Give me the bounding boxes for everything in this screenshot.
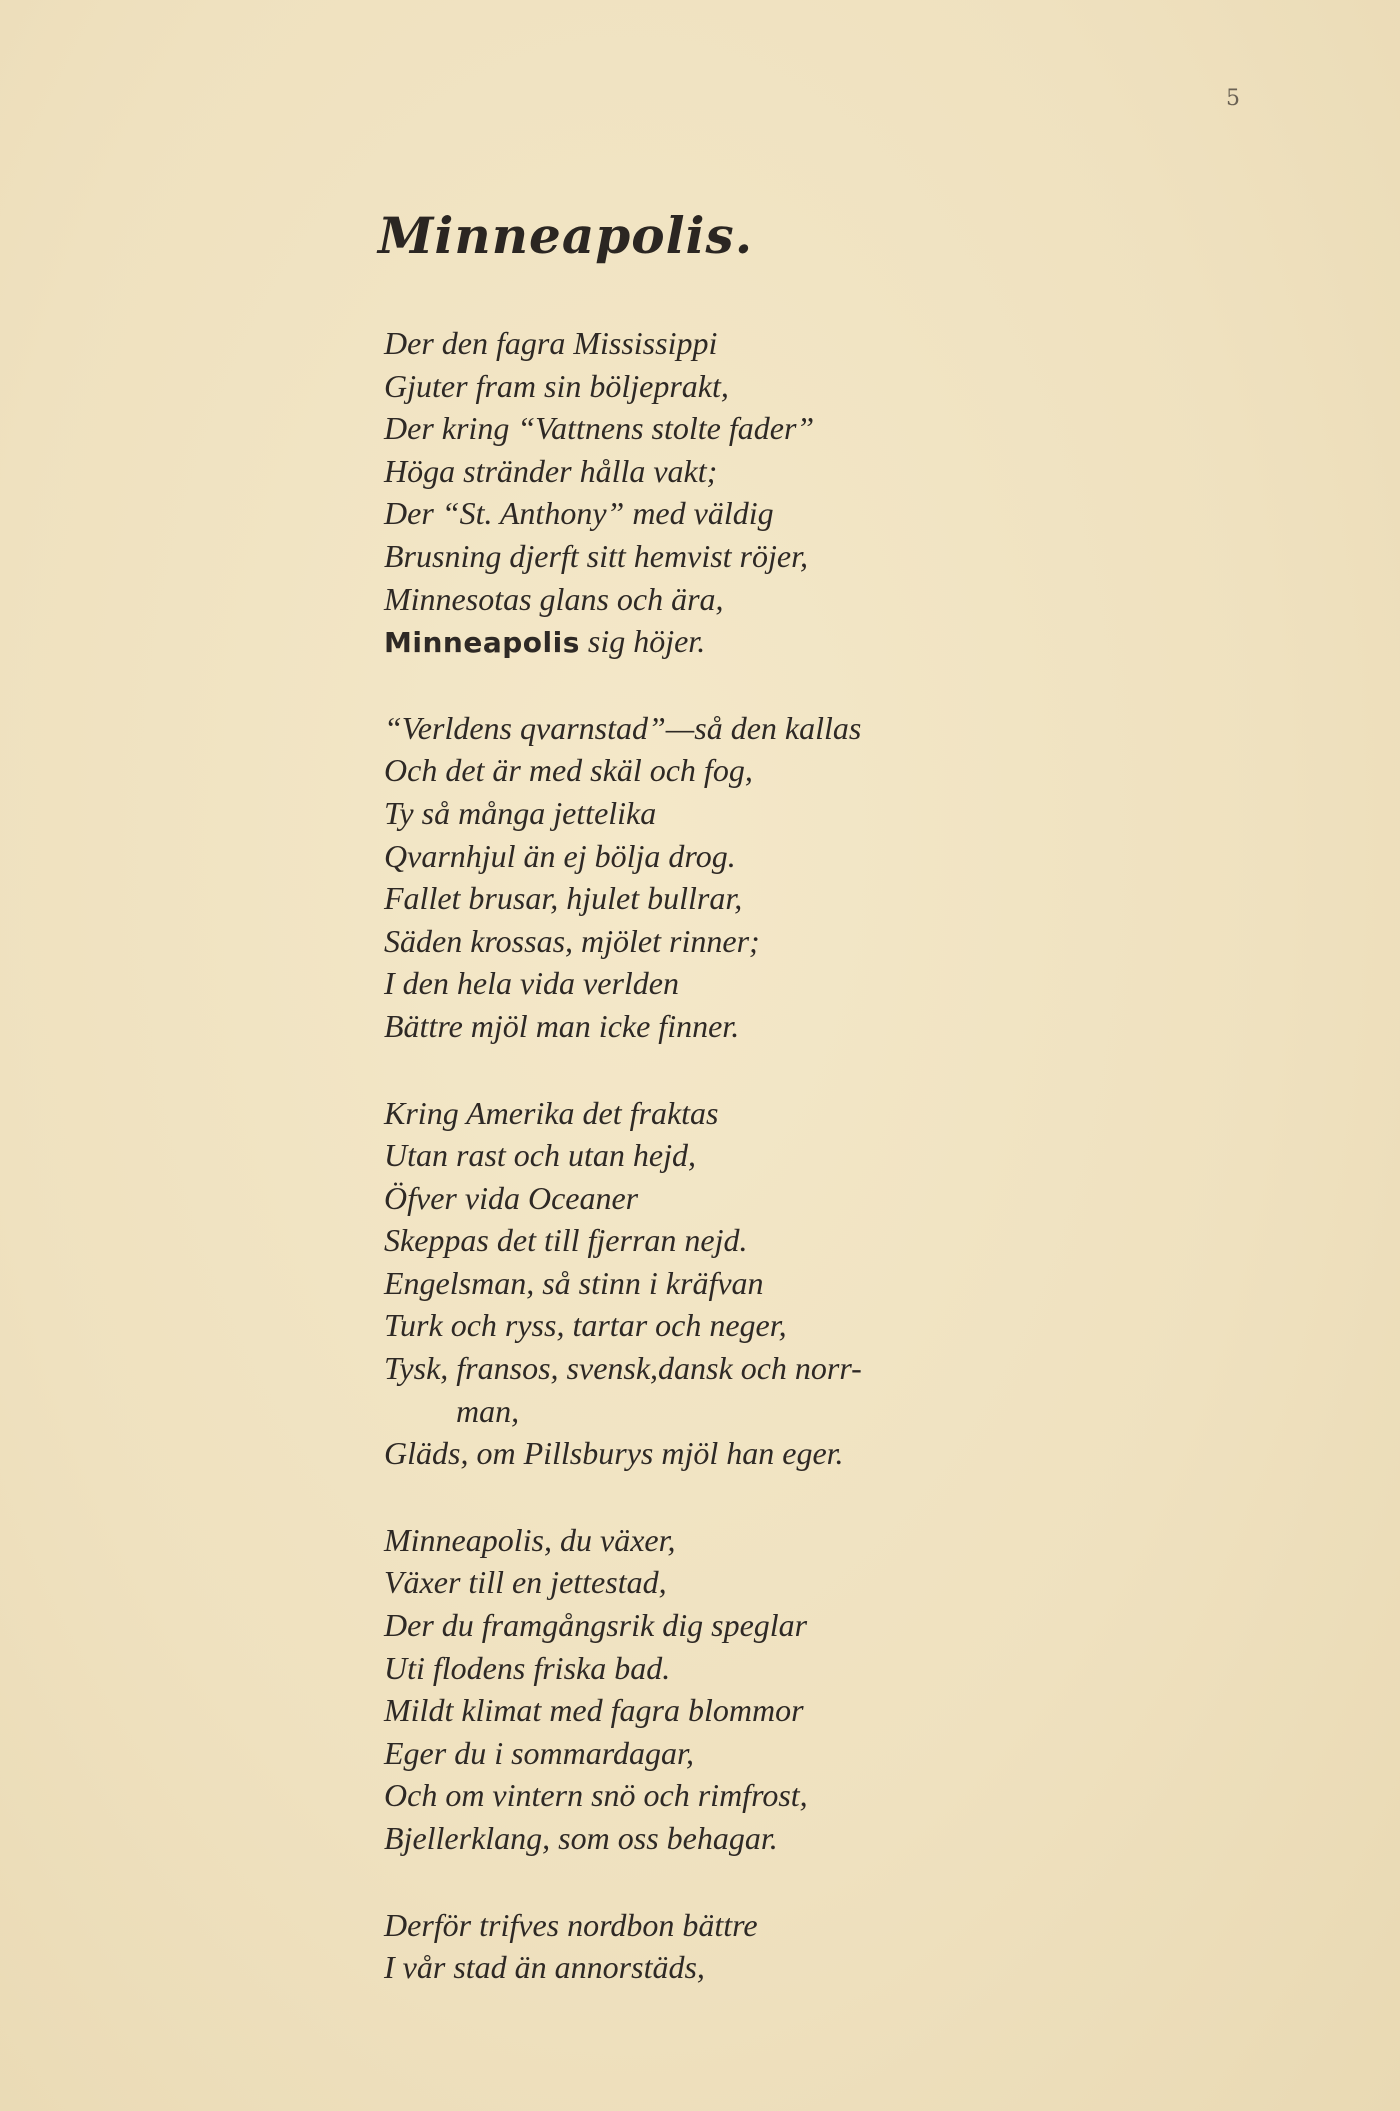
poem-line: Gläds, om Pillsburys mjöl han eger.	[384, 1435, 844, 1472]
poem-line: “Verldens qvarnstad”—så den kallas	[384, 709, 862, 746]
poem-line: Turk och ryss, tartar och neger,	[384, 1307, 787, 1344]
poem-line: Tysk, fransos, svensk,dansk och norr-	[384, 1350, 862, 1387]
poem-line: Växer till en jettestad,	[384, 1564, 667, 1601]
poem-line: Der du framgångsrik dig speglar	[384, 1607, 808, 1644]
poem-line: Skeppas det till fjerran nejd.	[384, 1222, 748, 1259]
city-name-bold: Minneapolis	[384, 626, 580, 660]
stanza-1	[384, 322, 1084, 663]
poem-line: Qvarnhjul än ej bölja drog.	[384, 837, 736, 874]
poem-line: Derför trifves nordbon bättre	[384, 1906, 758, 1943]
poem-line: Mildt klimat med fagra blommor	[384, 1692, 804, 1729]
page-number: 5	[1226, 86, 1240, 111]
poem-line: Der “St. Anthony” med väldig	[384, 495, 774, 532]
poem-line: Der den fagra Mississippi	[384, 325, 718, 361]
poem-line: Minneapolis, du växer,	[384, 1521, 676, 1558]
poem-line: Minnesotas glans och ära,	[384, 580, 724, 617]
poem-title: Minneapolis.	[378, 206, 754, 265]
poem-line: Höga stränder hålla vakt;	[384, 452, 718, 489]
poem-body	[384, 322, 1084, 2033]
stanza-5	[384, 1904, 1084, 1989]
poem-line: I vår stad än annorstäds,	[384, 1949, 705, 1986]
poem-line: Fallet brusar, hjulet bullrar,	[384, 880, 743, 917]
poem-line: Öfver vida Oceaner	[384, 1179, 639, 1216]
poem-line: I den hela vida verlden	[384, 965, 679, 1002]
poem-line: Bjellerklang, som oss behagar.	[384, 1820, 778, 1856]
poem-line: Uti flodens friska bad.	[384, 1649, 671, 1686]
poem-line: Ty så många jettelika	[384, 794, 657, 831]
stanza-3	[384, 1092, 1084, 1475]
poem-line: Brusning djerft sitt hemvist röjer,	[384, 537, 808, 574]
stanza-2	[384, 707, 1084, 1048]
poem-line: Säden krossas, mjölet rinner;	[384, 922, 760, 959]
poem-line: Der kring “Vattnens stolte fader”	[384, 410, 815, 447]
line-rest: sig höjer.	[579, 623, 706, 660]
poem-line: Engelsman, så stinn i kräfvan	[384, 1264, 764, 1301]
poem-line: Och om vintern snö och rimfrost,	[384, 1777, 808, 1814]
poem-line: Utan rast och utan hejd,	[384, 1137, 696, 1174]
poem-line-continuation: man,	[456, 1392, 520, 1429]
poem-line: Gjuter fram sin böljeprakt,	[384, 367, 729, 404]
stanza-4	[384, 1519, 1084, 1860]
poem-line: Och det är med skäl och fog,	[384, 752, 753, 789]
poem-line: Bättre mjöl man icke finner.	[384, 1007, 740, 1044]
poem-line: Kring Amerika det fraktas	[384, 1094, 719, 1131]
poem-line: Eger du i sommardagar,	[384, 1734, 694, 1771]
poem-line	[384, 620, 1084, 663]
